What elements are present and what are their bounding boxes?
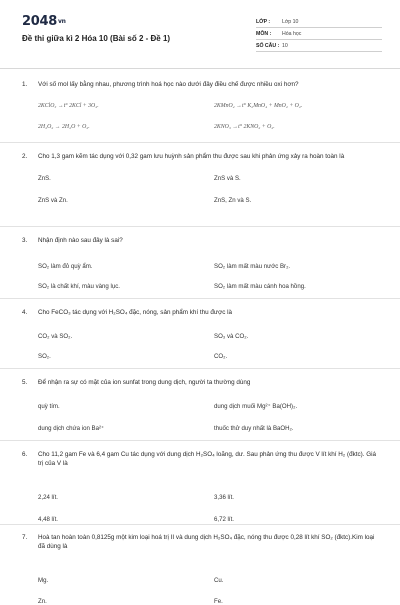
question-separator <box>0 368 400 369</box>
option-b[interactable]: 2KMnO₄ →t° K₂MnO₄ + MnO₂ + O₂. <box>214 103 303 109</box>
option-b[interactable]: 3,36 lít. <box>214 494 234 501</box>
option-b[interactable]: Cu. <box>214 577 224 584</box>
option-c[interactable]: 4,48 lít. <box>38 516 58 523</box>
header <box>22 14 382 60</box>
question-separator <box>0 226 400 227</box>
option-d[interactable]: 6,72 lít. <box>214 516 234 523</box>
option-a[interactable]: Mg. <box>38 577 49 584</box>
option-d[interactable]: Fe. <box>214 598 223 605</box>
option-c[interactable]: Zn. <box>38 598 47 605</box>
question-text: Với số mol lấy bằng nhau, phương trình hoá học nào dưới đây điều chế được nhiều oxi hơn? <box>38 81 299 88</box>
question-7 <box>22 533 382 605</box>
option-a[interactable]: CO₂ và SO₂. <box>38 333 73 340</box>
option-d[interactable]: SO₂ làm mất màu cánh hoa hồng. <box>214 283 306 290</box>
option-d[interactable]: CO₂. <box>214 353 228 360</box>
question-separator <box>0 524 400 525</box>
option-b[interactable]: dung dịch muối Mg²⁺ Ba(OH)₂. <box>214 403 298 410</box>
option-d[interactable]: thuốc thử duy nhất là BaOH₂. <box>214 425 294 432</box>
question-text: Hoà tan hoàn toàn 0,8125g một kim loại hoá trị II và dung dịch H₂SO₄ đặc, nóng thu được 0,28 lít khí SO₂ (đktc).Kim loại đã dùng là <box>38 534 375 550</box>
question-number: 5. <box>22 379 28 386</box>
question-text: Cho 1,3 gam kẽm tác dụng với 0,32 gam lưu huỳnh sản phẩm thu được sau khi phản ứng xảy ra hoàn toàn là <box>38 153 345 160</box>
option-c[interactable]: SO₂. <box>38 353 51 360</box>
question-number: 6. <box>22 451 28 458</box>
question-number: 1. <box>22 81 28 88</box>
question-5 <box>22 378 382 432</box>
option-d[interactable]: ZnS, Zn và S. <box>214 197 252 204</box>
site-logo[interactable]: 2048vn <box>22 14 66 29</box>
option-b[interactable]: SO₃ và CO₂. <box>214 333 249 340</box>
question-number: 2. <box>22 153 28 160</box>
question-separator <box>0 298 400 299</box>
meta-row-count: SỐ CÂU : 10 <box>256 40 382 52</box>
question-1 <box>22 80 382 130</box>
option-d[interactable]: 2KNO₃ →t° 2KNO₂ + O₂. <box>214 124 275 130</box>
question-4 <box>22 308 382 360</box>
option-b[interactable]: ZnS và S. <box>214 175 241 182</box>
meta-row-class: LỚP : Lớp 10 <box>256 16 382 28</box>
option-a[interactable]: SO₂ làm đỏ quỳ ẩm. <box>38 263 93 270</box>
question-number: 4. <box>22 309 28 316</box>
question-text: Nhận định nào sau đây là sai? <box>38 237 123 244</box>
option-a[interactable]: ZnS. <box>38 175 51 182</box>
question-3 <box>22 236 382 290</box>
exam-meta <box>256 16 382 52</box>
question-separator <box>0 142 400 143</box>
question-text: Cho FeCO₃ tác dụng với H₂SO₄ đặc, nóng, sản phẩm khí thu được là <box>38 309 233 316</box>
question-6 <box>22 450 382 523</box>
question-number: 7. <box>22 534 28 541</box>
question-separator <box>0 440 400 441</box>
option-a[interactable]: quỳ tím. <box>38 403 60 410</box>
option-a[interactable]: 2,24 lít. <box>38 494 58 501</box>
question-text: Cho 11,2 gam Fe và 6,4 gam Cu tác dụng với dung dịch H₂SO₄ loãng, dư. Sau phản ứng thu được V lít khí H₂ (đktc). Giá trị của V là <box>38 451 377 467</box>
question-number: 3. <box>22 237 28 244</box>
option-c[interactable]: SO₂ là chất khí, màu vàng lục. <box>38 283 120 290</box>
option-c[interactable]: ZnS và Zn. <box>38 197 68 204</box>
meta-row-subject: MÔN : Hóa học <box>256 28 382 40</box>
question-2 <box>22 152 382 204</box>
header-divider <box>0 68 400 69</box>
option-a[interactable]: 2KClO₃ →t° 2KCl + 3O₂. <box>38 103 99 109</box>
option-c[interactable]: 2H₂O₂ → 2H₂O + O₂. <box>38 124 90 130</box>
question-text: Để nhận ra sự có mặt của ion sunfat trong dung dịch, người ta thường dùng <box>38 379 251 386</box>
option-c[interactable]: dung dịch chứa ion Ba²⁺ <box>38 425 105 432</box>
option-b[interactable]: SO₂ làm mất màu nước Br₂. <box>214 263 291 270</box>
page-title: Đề thi giữa kì 2 Hóa 10 (Bài số 2 - Đề 1) <box>22 34 171 43</box>
